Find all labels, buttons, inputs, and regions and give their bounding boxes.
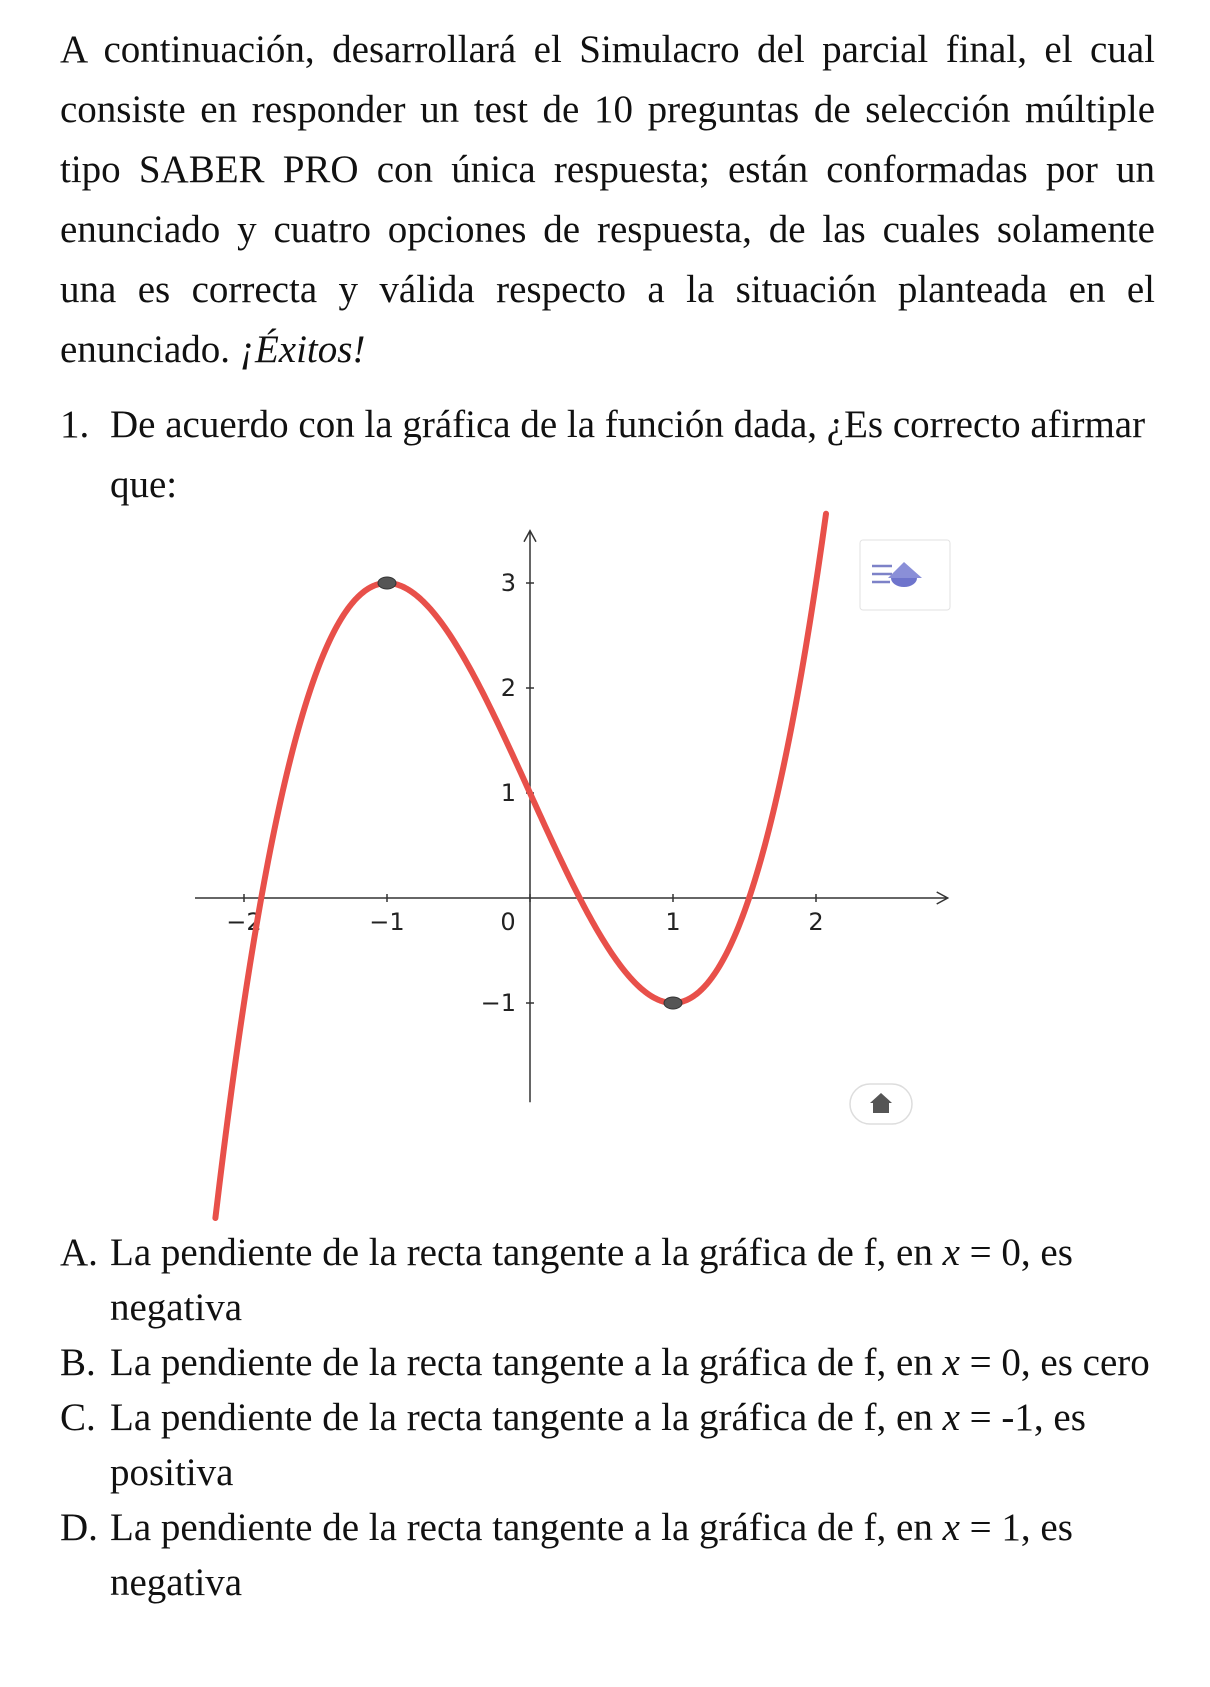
question-1 xyxy=(60,395,1155,515)
graphics-style-icon[interactable] xyxy=(860,540,950,610)
x-tick-label: −1 xyxy=(369,908,405,936)
option-text: La pendiente de la recta tangente a la gráfica de f, en xyxy=(110,1341,943,1384)
question-text: De acuerdo con la gráfica de la función dada, ¿Es correcto afirmar que: xyxy=(110,403,1146,506)
y-tick-label: 3 xyxy=(500,569,516,597)
option-variable: x xyxy=(942,1396,960,1439)
option-a[interactable] xyxy=(60,1225,1155,1335)
instructions-paragraph xyxy=(60,20,1155,380)
option-b[interactable] xyxy=(60,1335,1155,1390)
graph-canvas[interactable] xyxy=(200,548,1030,1168)
option-d[interactable] xyxy=(60,1500,1155,1610)
option-letter: A. xyxy=(60,1231,98,1274)
function-graph[interactable] xyxy=(200,548,1030,1168)
y-tick-label: 1 xyxy=(500,779,516,807)
option-text-end: = 1, es negativa xyxy=(110,1506,1073,1604)
option-variable: x xyxy=(942,1506,960,1549)
option-letter: D. xyxy=(60,1506,98,1549)
extremum-point-max xyxy=(378,577,396,589)
y-tick-label: 2 xyxy=(500,674,516,702)
y-tick-label: −1 xyxy=(480,989,516,1017)
answer-options xyxy=(60,1225,1155,1610)
option-text-end: = 0, es negativa xyxy=(110,1231,1073,1329)
option-text-end: = 0, es cero xyxy=(959,1341,1150,1384)
option-text-end: = -1, es positiva xyxy=(110,1396,1086,1494)
x-tick-label: 2 xyxy=(808,908,824,936)
option-text: La pendiente de la recta tangente a la gráfica de f, en xyxy=(110,1231,943,1274)
extremum-point-min xyxy=(664,997,682,1009)
series-line-f xyxy=(215,514,826,1218)
option-c[interactable] xyxy=(60,1390,1155,1500)
x-tick-label: 0 xyxy=(500,908,516,936)
option-letter: B. xyxy=(60,1341,96,1384)
option-letter: C. xyxy=(60,1396,96,1439)
instructions-text: A continuación, desarrollará el Simulacro del parcial final, el cual consiste en responder un test de 10 preguntas de selección múltiple tipo SABER PRO con única respuesta; están conformadas por un enunciado y cuatro opciones de respuesta, de las cuales solamente una es correcta y válida respecto a la situación planteada en el enunciado. xyxy=(60,28,1155,371)
x-tick-label: −2 xyxy=(226,908,262,936)
option-variable: x xyxy=(942,1341,960,1384)
question-number: 1. xyxy=(60,403,90,446)
closing-text: ¡Éxitos! xyxy=(239,328,366,371)
option-variable: x xyxy=(942,1231,960,1274)
home-icon[interactable] xyxy=(850,1084,912,1124)
option-text: La pendiente de la recta tangente a la gráfica de f, en xyxy=(110,1506,943,1549)
option-text: La pendiente de la recta tangente a la gráfica de f, en xyxy=(110,1396,943,1439)
x-tick-label: 1 xyxy=(665,908,681,936)
